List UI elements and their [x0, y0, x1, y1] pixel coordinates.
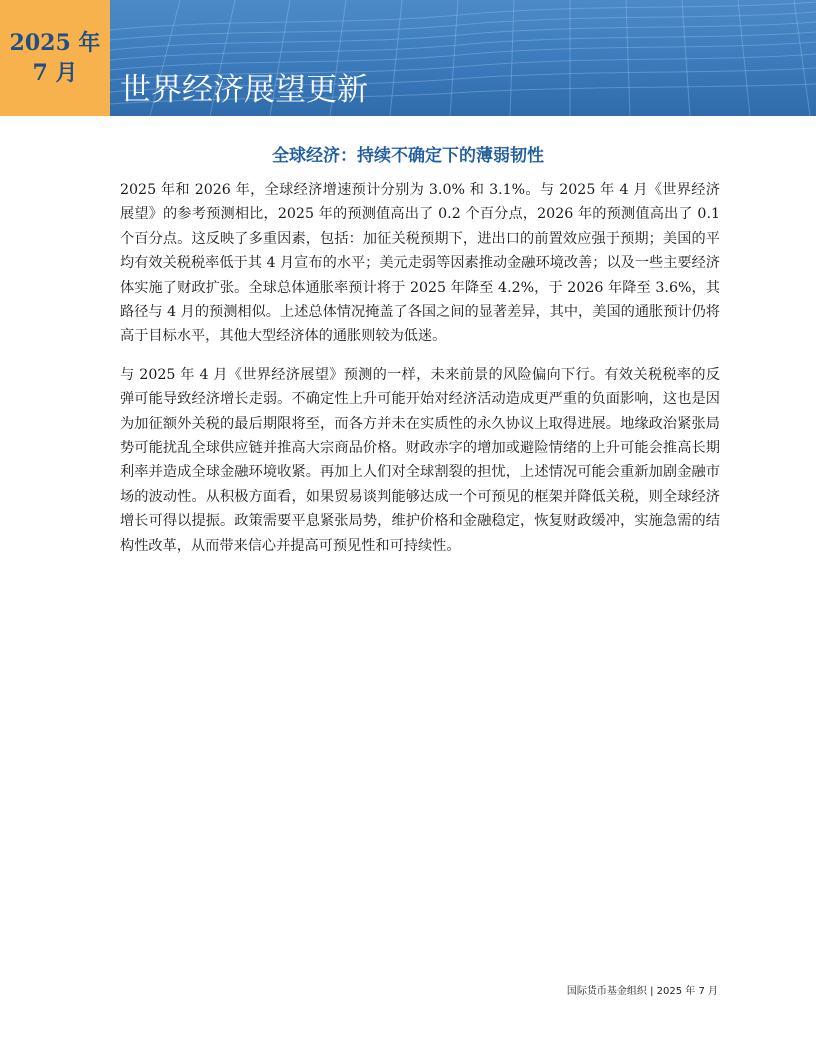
date-year: 2025 年 [9, 30, 101, 56]
page-header [0, 0, 816, 116]
body-text [120, 178, 720, 572]
publication-title: 世界经济展望更新 [120, 72, 368, 108]
page-footer: 国际货币基金组织 | 2025 年 7 月 [566, 986, 718, 997]
section-title: 全球经济：持续不确定下的薄弱韧性 [272, 146, 544, 166]
date-month: 7 月 [32, 60, 78, 86]
date-box [0, 0, 110, 116]
paragraph-1: 2025 年和 2026 年，全球经济增速预计分别为 3.0% 和 3.1%。与 2025 年 4 月《世界经济展望》的参考预测相比，2025 年的预测值高出了 0.2 个百分点，2026 年的预测值高出了 0.1 个百分点。这反映了多重因素，包括：加征关税预期下，进出口的前置效应强于预期；美国的平均有效关税税率低于其 4 月宣布的水平；美元走弱等因素推动金融环境改善；以及一些主要经济体实施了财政扩张。全球总体通胀率预计将于 2025 年降至 4.2%，于 2026 年降至 3.6%，其路径与 4 月的预测相似。上述总体情况掩盖了各国之间的显著差异，其中，美国的通胀预计仍将高于目标水平，其他大型经济体的通胀则较为低迷。 [120, 182, 720, 345]
header-banner [110, 0, 816, 116]
paragraph-2: 与 2025 年 4 月《世界经济展望》预测的一样，未来前景的风险偏向下行。有效关税税率的反弹可能导致经济增长走弱。不确定性上升可能开始对经济活动造成更严重的负面影响，这也是因为加征额外关税的最后期限将至，而各方并未在实质性的永久协议上取得进展。地缘政治紧张局势可能扰乱全球供应链并推高大宗商品价格。财政赤字的增加或避险情绪的上升可能会推高长期利率并造成全球金融环境收紧。再加上人们对全球割裂的担忧，上述情况可能会重新加剧金融市场的波动性。从积极方面看，如果贸易谈判能够达成一个可预见的框架并降低关税，则全球经济增长可得以提振。政策需要平息紧张局势，维护价格和金融稳定，恢复财政缓冲，实施急需的结构性改革，从而带来信心并提高可预见性和可持续性。 [120, 366, 720, 554]
